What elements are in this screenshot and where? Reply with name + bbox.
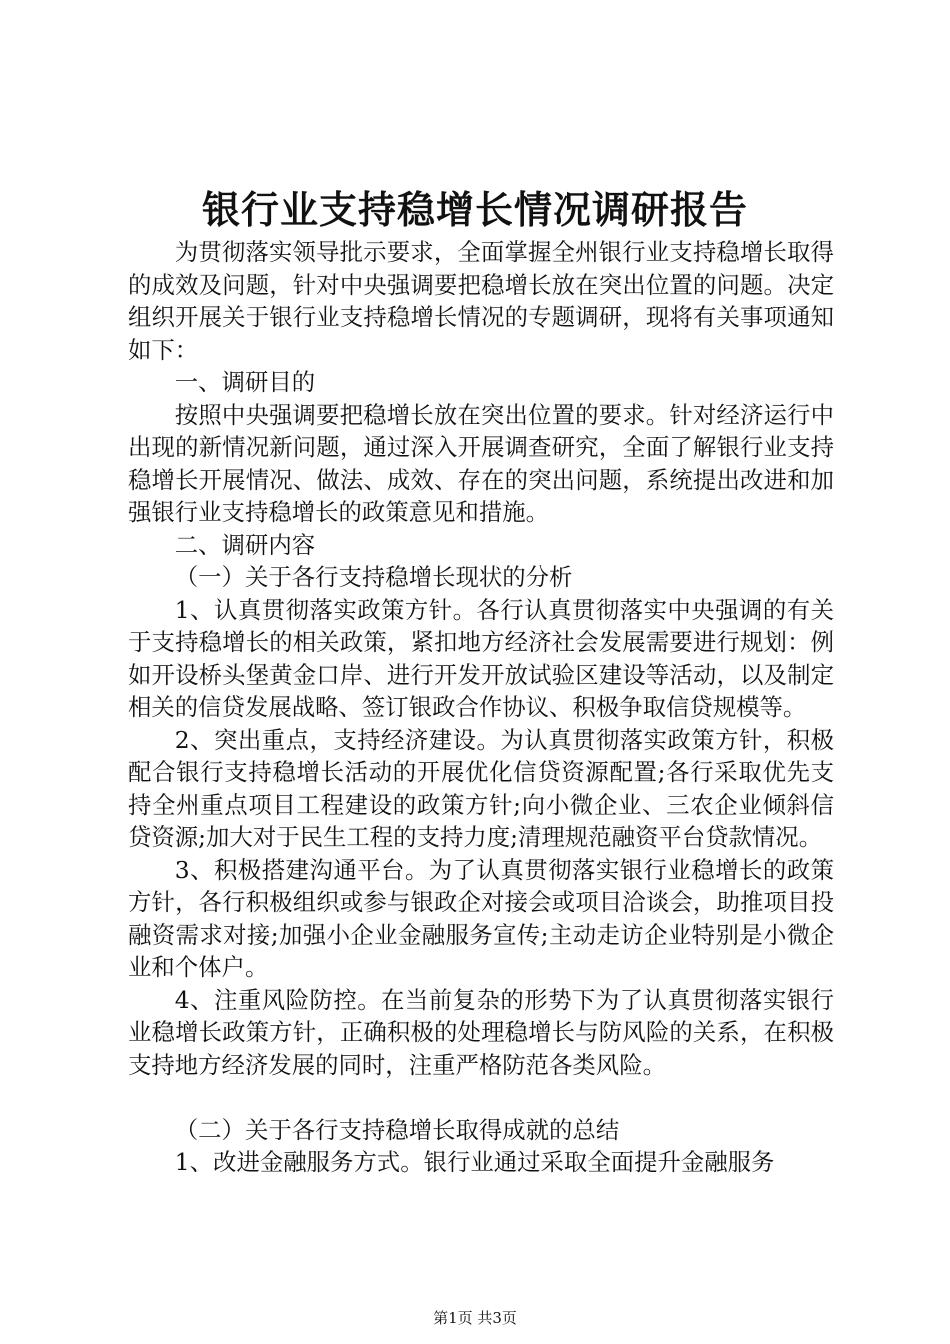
analysis-item-3: 3、积极搭建沟通平台。为了认真贯彻落实银行业稳增长的政策方针，各行积极组织或参与银政企对接会或项目洽谈会，助推项目投融资需求对接;加强小企业金融服务宣传;主动走访企业特别是小微企业和个体户。: [128, 855, 834, 981]
subsection-heading-analysis: （一）关于各行支持稳增长现状的分析: [174, 563, 573, 591]
analysis-item-1: 1、认真贯彻落实政策方针。各行认真贯彻落实中央强调的有关于支持稳增长的相关政策，紧扣地方经济社会发展需要进行规划：例如开设桥头堡黄金口岸、进行开发开放试验区建设等活动，以及制定相关的信贷发展战略、签订银政合作协议、积极争取信贷规模等。: [128, 595, 834, 721]
analysis-item-4: 4、注重风险防控。在当前复杂的形势下为了认真贯彻落实银行业稳增长政策方针，正确积极的处理稳增长与防风险的关系，在积极支持地方经济发展的同时，注重严格防范各类风险。: [128, 985, 834, 1079]
analysis-item-2: 2、突出重点，支持经济建设。为认真贯彻落实政策方针，积极配合银行支持稳增长活动的开展优化信贷资源配置;各行采取优先支持全州重点项目工程建设的政策方针;向小微企业、三农企业倾斜信贷资源;加大对于民生工程的支持力度;清理规范融资平台贷款情况。: [128, 725, 834, 851]
intro-paragraph: 为贯彻落实领导批示要求，全面掌握全州银行业支持稳增长取得的成效及问题，针对中央强调要把稳增长放在突出位置的问题。决定组织开展关于银行业支持稳增长情况的专题调研，现将有关事项通知如下：: [128, 238, 834, 364]
page-title: 银行业支持稳增长情况调研报告: [201, 187, 748, 232]
achievements-item-1: 1、改进金融服务方式。银行业通过采取全面提升金融服务: [174, 1148, 775, 1176]
page-footer: 第1页 共3页: [433, 1309, 517, 1327]
paragraph-gap: [128, 1081, 834, 1114]
subsection-heading-achievements: （二）关于各行支持稳增长取得成就的总结: [174, 1115, 620, 1144]
document-body: [128, 236, 834, 1179]
section-heading-purpose: 一、调研目的: [174, 368, 316, 396]
purpose-paragraph: 按照中央强调要把稳增长放在突出位置的要求。针对经济运行中出现的新情况新问题，通过深入开展调查研究，全面了解银行业支持稳增长开展情况、做法、成效、存在的突出问题，系统提出改进和加强银行业支持稳增长的政策意见和措施。: [128, 400, 834, 526]
section-heading-content: 二、调研内容: [174, 530, 316, 559]
